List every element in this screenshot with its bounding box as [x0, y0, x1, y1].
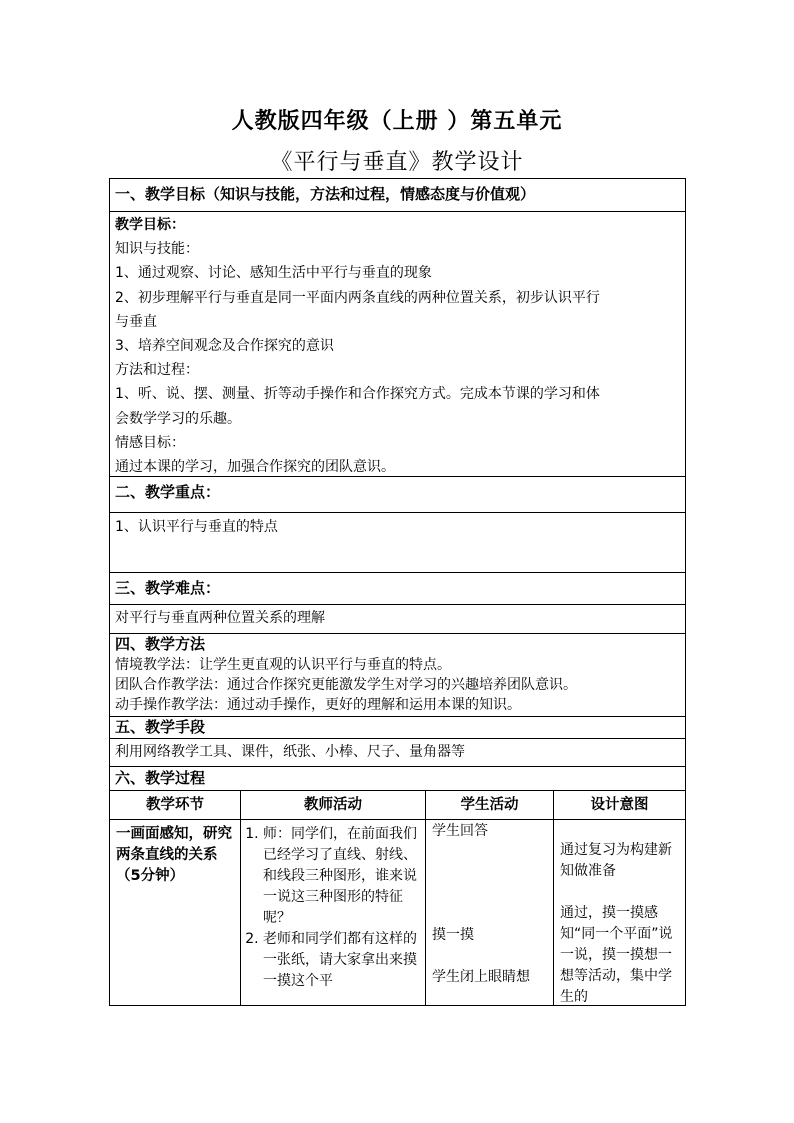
- section6-heading: 六、教学过程: [110, 766, 685, 790]
- column-header-intent: 设计意图: [590, 797, 649, 813]
- student-cell: [426, 820, 554, 1005]
- section2-content: 1、认识平行与垂直的特点: [110, 512, 685, 572]
- section3-content: 对平行与垂直两种位置关系的理解: [110, 604, 685, 633]
- objective-line: 方法和过程：: [115, 362, 199, 379]
- objective-line: 2、初步理解平行与垂直是同一平面内两条直线的两种位置关系，初步认识平行: [115, 289, 600, 306]
- section1-heading: 一、教学目标（知识与技能，方法和过程，情感态度与价值观）: [110, 178, 685, 211]
- intent-text: 通过复习为构建新知做准备: [560, 842, 672, 879]
- student-activity: 学生回答: [432, 823, 488, 839]
- objective-line: 1、通过观察、讨论、感知生活中平行与垂直的现象: [115, 265, 432, 282]
- student-activity: 摸一摸: [432, 927, 474, 943]
- section2-heading: 二、教学重点：: [110, 476, 685, 512]
- objective-line: 1、听、说、摆、测量、折等动手操作和合作探究方式。完成本节课的学习和体: [115, 386, 600, 403]
- method-line: 团队合作教学法：通过合作探究更能激发学生对学习的兴趣培养团队意识。: [115, 677, 577, 693]
- section1-content: [110, 211, 685, 476]
- objective-line: 知识与技能：: [115, 241, 199, 258]
- objective-line: 3、培养空间观念及合作探究的意识: [115, 338, 334, 355]
- section4-heading: 四、教学方法: [110, 633, 685, 655]
- process-row-1: [110, 819, 685, 1006]
- column-header-teacher: 教师活动: [241, 791, 426, 819]
- section5-content: 利用网络教学工具、课件，纸张、小棒、尺子、量角器等: [110, 738, 685, 766]
- student-activity: 学生闭上眼睛想: [432, 969, 530, 985]
- stage-text: 一画面感知，研究两条直线的关系（5分钟）: [116, 826, 232, 884]
- section5-heading: 五、教学手段: [110, 716, 685, 738]
- section3-heading: 三、教学难点：: [110, 572, 685, 604]
- document-title: 人教版四年级（上册 ）第五单元: [231, 109, 563, 134]
- process-header-row: [110, 790, 685, 819]
- teacher-steps: [241, 824, 421, 992]
- objective-line: 通过本课的学习，加强合作探究的团队意识。: [115, 459, 395, 476]
- intent-text: 通过，摸一摸感知“同一个平面”说一说，摸一摸想一想等活动，集中学生的: [560, 905, 673, 1005]
- teacher-step: 1. 师：同学们，在前面我们已经学习了直线、射线、和线段三种图形，谁来说一说这三种图形的特征呢？: [263, 824, 421, 929]
- document-subtitle: 《平行与垂直》教学设计: [270, 150, 524, 175]
- teacher-cell: [241, 820, 426, 1005]
- objective-line: 会数学学习的乐趣。: [115, 410, 241, 427]
- lesson-plan-table: [109, 178, 686, 1006]
- method-line: 情境教学法：让学生更直观的认识平行与垂直的特点。: [115, 657, 451, 673]
- stage-cell: [110, 820, 241, 1005]
- teacher-step: 2. 老师和同学们都有这样的一张纸，请大家拿出来摸一摸这个平: [263, 929, 421, 992]
- objective-heading: 教学目标：: [115, 217, 185, 233]
- section4-content: [110, 655, 685, 716]
- column-header-stage: 教学环节: [110, 791, 241, 819]
- method-line: 动手操作教学法：通过动手操作，更好的理解和运用本课的知识。: [115, 697, 521, 713]
- intent-cell: [554, 820, 685, 1005]
- objective-line: 情感目标：: [115, 434, 185, 451]
- column-header-student: 学生活动: [426, 791, 554, 819]
- objective-line: 与垂直: [115, 313, 157, 330]
